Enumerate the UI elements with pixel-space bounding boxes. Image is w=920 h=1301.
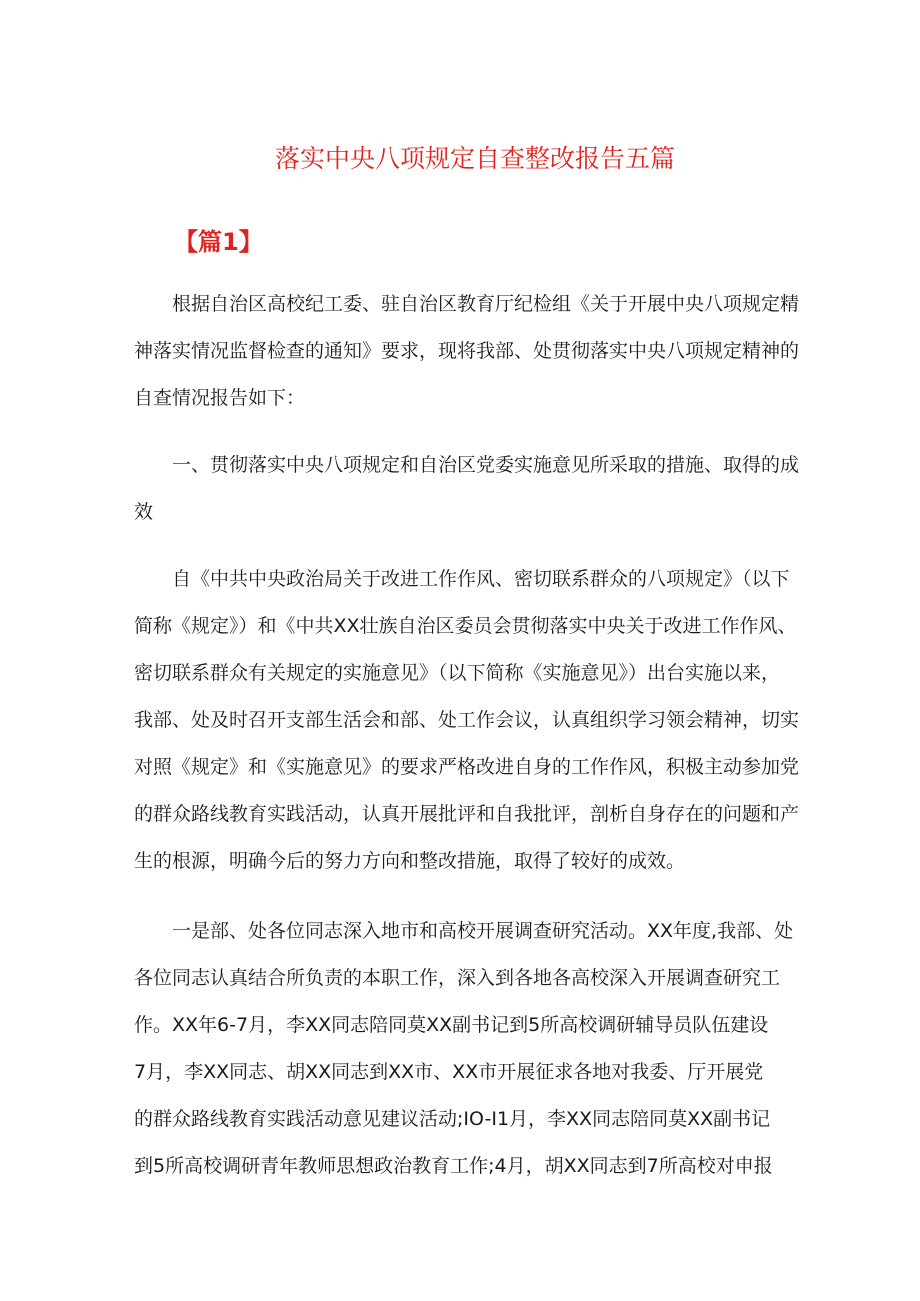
- text-line: 各位同志认真结合所负责的本职工作，深入到各地各高校深入开展调查研究工: [134, 967, 781, 989]
- text-line: 到5所高校调研青年教师思想政治教育工作;4月，胡XX同志到7所高校对申报: [134, 1155, 773, 1177]
- paragraph-measures: [134, 556, 800, 885]
- paragraph-research: [134, 908, 794, 1190]
- text-line: 的群众路线教育实践活动，认真开展批评和自我批评，剖析自身存在的问题和产: [134, 803, 800, 825]
- text-line: 的群众路线教育实践活动意见建议活动;IO-I1月，李XX同志陪同莫XX副书记: [134, 1108, 771, 1130]
- text-line: 神落实情况监督检查的通知》要求，现将我部、处贯彻落实中央八项规定精神的: [134, 340, 800, 362]
- text-line: 密切联系群众有关规定的实施意见》（以下简称《实施意见》）出台实施以来，: [134, 662, 781, 684]
- text-line: 自查情况报告如下：: [134, 387, 306, 409]
- text-line: 我部、处及时召开支部生活会和部、处工作会议，认真组织学习领会精神，切实: [134, 709, 800, 731]
- text-line: 自《中共中央政治局关于改进工作作风、密切联系群众的八项规定》（以下: [172, 568, 790, 590]
- text-line: 一是部、处各位同志深入地市和高校开展调查研究活动。XX年度,我部、处: [172, 920, 794, 942]
- text-line: 简称《规定》）和《中共XX壮族自治区委员会贯彻落实中央关于改进工作作风、: [134, 615, 797, 637]
- chapter-label: 【篇1】: [174, 228, 263, 256]
- document-title: 落实中央八项规定自查整改报告五篇: [274, 144, 675, 173]
- paragraph-intro: [134, 281, 800, 422]
- text-line: 对照《规定》和《实施意见》的要求严格改进自身的工作作风，积极主动参加党: [134, 756, 800, 778]
- text-line: 效: [134, 501, 154, 523]
- text-line: 生的根源，明确今后的努力方向和整改措施，取得了较好的成效。: [134, 850, 686, 872]
- section-heading: [134, 442, 800, 536]
- text-line: 7月，李XX同志、胡XX同志到XX市、XX市开展征求各地对我委、厅开展党: [134, 1061, 764, 1083]
- text-line: 根据自治区高校纪工委、驻自治区教育厅纪检组《关于开展中央八项规定精: [172, 293, 800, 315]
- text-line: 作。XX年6-7月，李XX同志陪同莫XX副书记到5所高校调研辅导员队伍建设: [134, 1014, 769, 1036]
- text-line: 一、贯彻落实中央八项规定和自治区党委实施意见所采取的措施、取得的成: [172, 454, 800, 476]
